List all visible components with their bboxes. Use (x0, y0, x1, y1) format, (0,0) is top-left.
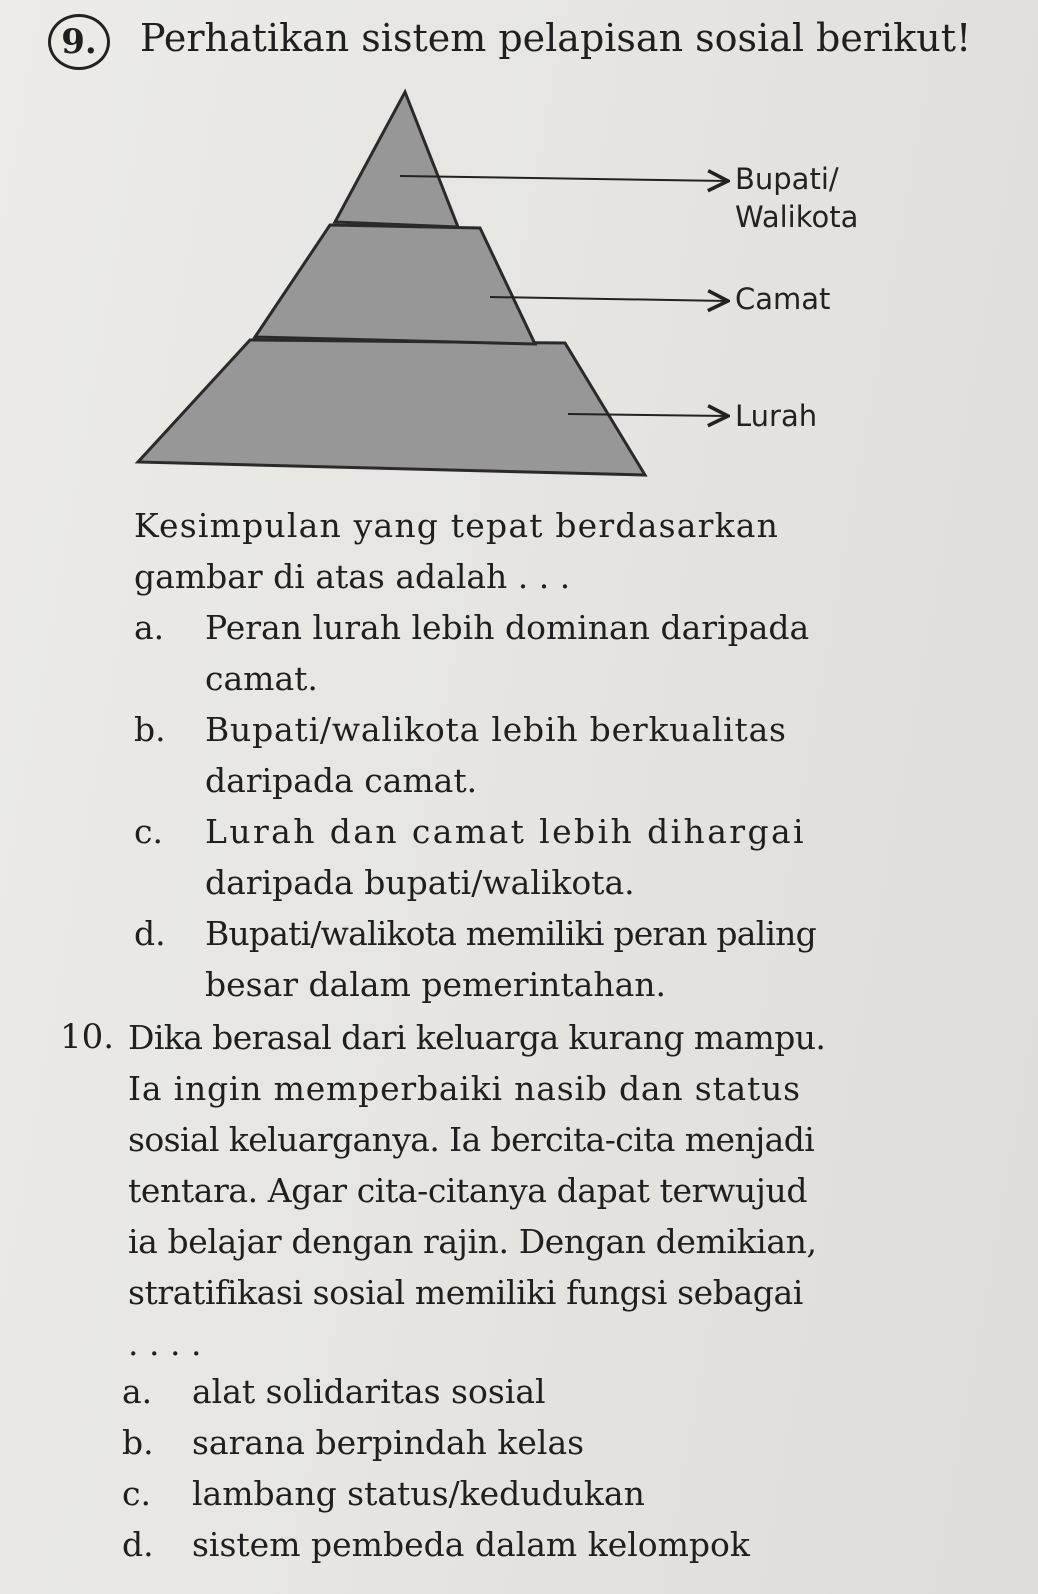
option-9b-letter: b. (134, 710, 166, 749)
question-10-number: 10. (60, 1017, 115, 1057)
stratification-pyramid-diagram (0, 0, 1038, 490)
question-10-line-7: . . . . (128, 1324, 202, 1363)
pyramid-tier-bottom (138, 340, 645, 475)
option-10b-letter: b. (122, 1423, 154, 1462)
question-10-line-6: stratifikasi sosial memiliki fungsi sebagai (128, 1273, 803, 1312)
arrow-top (400, 176, 728, 181)
option-9c-letter: c. (134, 812, 163, 851)
option-9b-line-1: Bupati/walikota lebih berkualitas (205, 710, 787, 749)
option-10c-text: lambang status/kedudukan (192, 1474, 645, 1513)
question-9-stem-line-2: gambar di atas adalah . . . (134, 557, 571, 596)
option-9c-line-1: Lurah dan camat lebih dihargai (205, 812, 807, 851)
question-10-line-3: sosial keluarganya. Ia bercita-cita menjadi (128, 1120, 815, 1159)
option-9c-line-2: daripada bupati/walikota. (205, 863, 635, 902)
option-10a-letter: a. (122, 1372, 153, 1411)
pyramid-tier-middle (255, 225, 535, 344)
question-9-number: 9. (48, 14, 110, 70)
option-9d-line-2: besar dalam pemerintahan. (205, 965, 667, 1004)
option-9b-line-2: daripada camat. (205, 761, 478, 800)
question-9-stem-line-1: Kesimpulan yang tepat berdasarkan (134, 506, 780, 545)
option-10c-letter: c. (122, 1474, 151, 1513)
label-bupati-walikota: Bupati/ Walikota (735, 162, 859, 234)
label-lurah: Lurah (735, 399, 818, 433)
question-10-line-1: Dika berasal dari keluarga kurang mampu. (128, 1018, 826, 1057)
option-10d-letter: d. (122, 1525, 154, 1564)
option-10d-text: sistem pembeda dalam kelompok (192, 1525, 750, 1564)
question-10-line-5: ia belajar dengan rajin. Dengan demikian, (128, 1222, 817, 1261)
arrow-middle (490, 297, 728, 301)
question-9-prompt: Perhatikan sistem pelapisan sosial berikut! (140, 16, 972, 60)
question-10-line-2: Ia ingin memperbaiki nasib dan status (128, 1069, 801, 1108)
option-9a-line-2: camat. (205, 659, 318, 698)
option-9a-line-1: Peran lurah lebih dominan daripada (205, 608, 810, 647)
question-10-line-4: tentara. Agar cita-citanya dapat terwujud (128, 1171, 808, 1210)
pyramid-tier-top (335, 92, 458, 227)
label-camat: Camat (735, 282, 831, 316)
option-10b-text: sarana berpindah kelas (192, 1423, 585, 1462)
option-9d-line-1: Bupati/walikota memiliki peran paling (205, 914, 816, 953)
option-10a-text: alat solidaritas sosial (192, 1372, 546, 1411)
option-9a-letter: a. (134, 608, 165, 647)
option-9d-letter: d. (134, 914, 166, 953)
